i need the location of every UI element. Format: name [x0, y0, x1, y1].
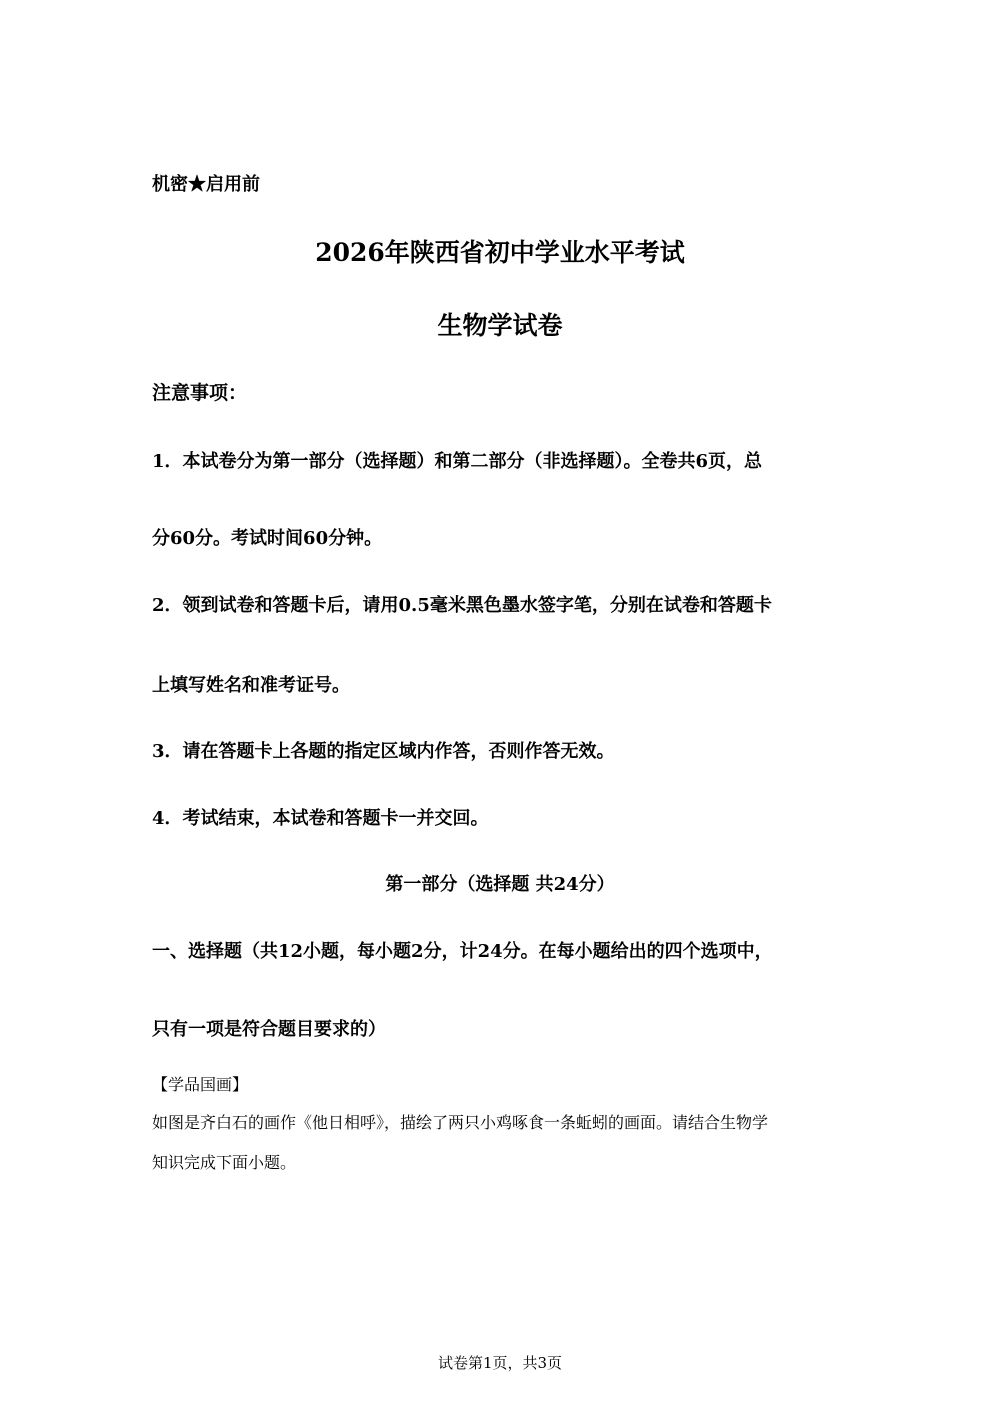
notice-item-1-line-2: 分60分。考试时间60分钟。	[152, 528, 383, 549]
section-1-instructions-line-1: 一、选择题（共12小题，每小题2分，计24分。在每小题给出的四个选项中，	[152, 941, 773, 962]
notice-item-2-line-2: 上填写姓名和准考证号。	[152, 675, 350, 696]
material-intro-line-1: 如图是齐白石的画作《他日相呼》，描绘了两只小鸡啄食一条蚯蚓的画面。请结合生物学	[152, 1113, 769, 1132]
page-footer: 试卷第1页，共3页	[437, 1354, 563, 1372]
notice-item-1-line-1: 1．本试卷分为第一部分（选择题）和第二部分（非选择题）。全卷共6页，总	[152, 451, 763, 472]
confidential-label: 机密★启用前	[152, 174, 260, 195]
material-intro-line-2: 知识完成下面小题。	[152, 1153, 297, 1172]
subject-title: 生物学试卷	[437, 311, 563, 340]
notice-item-3: 3．请在答题卡上各题的指定区域内作答，否则作答无效。	[152, 741, 615, 762]
notice-heading: 注意事项：	[152, 382, 248, 404]
exam-title: 2026年陕西省初中学业水平考试	[315, 238, 685, 267]
notice-item-2-line-1: 2．领到试卷和答题卡后，请用0.5毫米黑色墨水签字笔，分别在试卷和答题卡	[152, 595, 772, 616]
material-tag: 【学品国画】	[152, 1075, 249, 1094]
notice-item-4: 4．考试结束，本试卷和答题卡一并交回。	[152, 808, 489, 829]
part-1-heading: 第一部分（选择题 共24分）	[385, 874, 615, 895]
section-1-instructions-line-2: 只有一项是符合题目要求的）	[152, 1019, 386, 1040]
